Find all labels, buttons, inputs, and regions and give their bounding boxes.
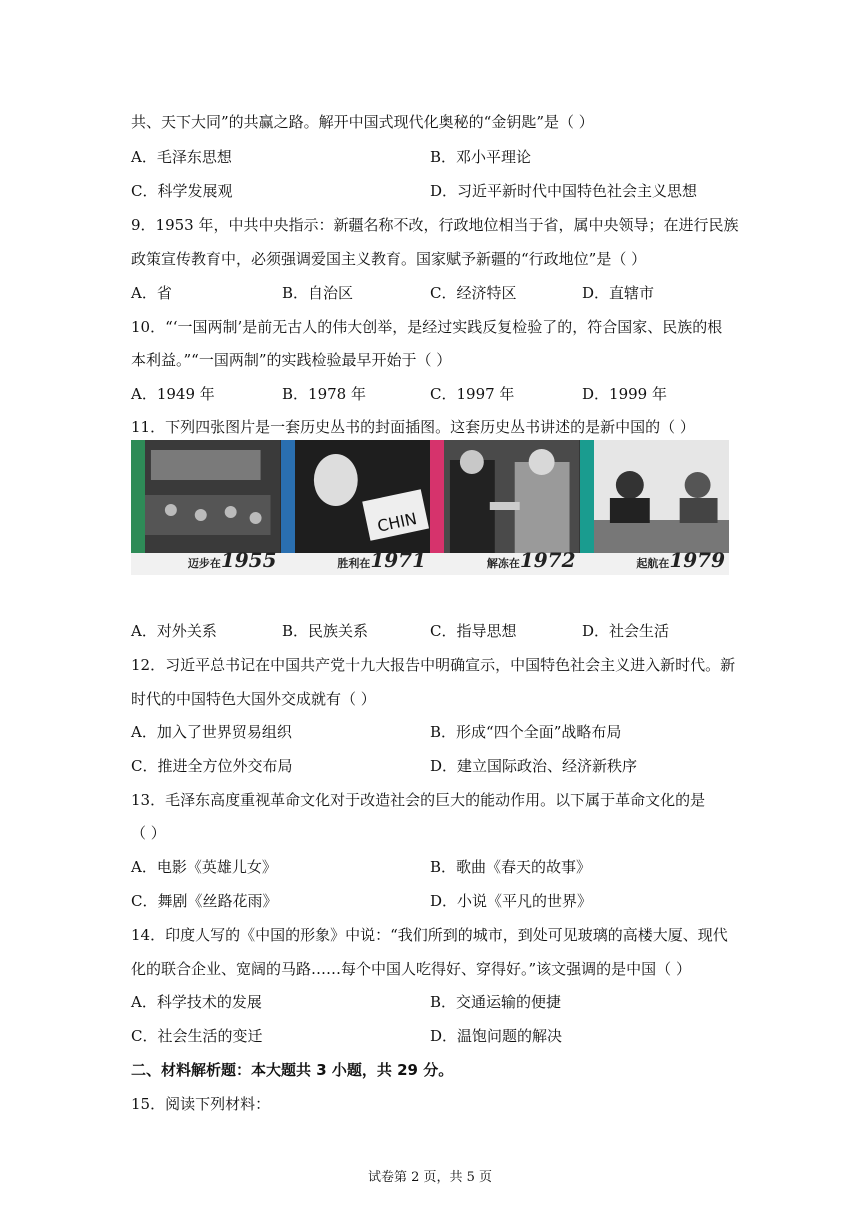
question-10-line1: 10．“‘一国两制’是前无古人的伟大创举，是经过实践反复检验了的，符合国家、民族的根: [131, 318, 723, 336]
option-13d: D．小说《平凡的世界》: [430, 892, 593, 910]
cover-year: 1972: [519, 548, 576, 572]
option-13c: C．舞剧《丝路花雨》: [131, 892, 278, 910]
color-bar: [281, 440, 295, 553]
book-cover-illustrations: [131, 440, 729, 575]
cover-panel-1972: [430, 440, 580, 575]
color-bar: [430, 440, 444, 553]
option-9b: B．自治区: [282, 284, 354, 302]
option-8c: C．科学发展观: [131, 182, 233, 200]
cover-year: 1955: [220, 548, 277, 572]
option-8a: A．毛泽东思想: [131, 148, 232, 166]
cover-panel-1971: [281, 440, 431, 575]
option-14d: D．温饱问题的解决: [430, 1027, 563, 1045]
option-12b: B．形成“四个全面”战略布局: [430, 723, 622, 741]
option-14b: B．交通运输的便捷: [430, 993, 562, 1011]
photo-conference-hall: [131, 440, 281, 553]
cover-caption: 胜利在: [337, 557, 371, 570]
option-11c: C．指导思想: [430, 622, 517, 640]
color-bar: [580, 440, 594, 553]
option-10d: D．1999 年: [582, 385, 667, 403]
option-9a: A．省: [131, 284, 172, 302]
question-14-line1: 14．印度人写的《中国的形象》中说：“我们所到的城市，到处可见玻璃的高楼大厦、现代: [131, 926, 728, 944]
cover-caption: 起航在: [636, 557, 670, 570]
question-13-line2: （ ）: [131, 824, 166, 842]
question-15-stem: 15．阅读下列材料：: [131, 1095, 271, 1113]
question-11-stem: 11．下列四张图片是一套历史丛书的封面插图。这套历史丛书讲述的是新中国的（ ）: [131, 418, 695, 436]
cover-year: 1979: [669, 548, 725, 572]
cover-panel-1955: [131, 440, 281, 575]
option-11a: A．对外关系: [131, 622, 217, 640]
question-8-stem-end: 共、天下大同”的共赢之路。解开中国式现代化奥秘的“金钥匙”是（ ）: [131, 113, 594, 131]
option-9d: D．直辖市: [582, 284, 655, 302]
option-10c: C．1997 年: [430, 385, 515, 403]
photo-handshake: [430, 440, 580, 553]
cover-caption: 解冻在: [486, 557, 520, 570]
question-9-line2: 政策宣传教育中，必须强调爱国主义教育。国家赋予新疆的“行政地位”是（ ）: [131, 250, 647, 268]
option-9c: C．经济特区: [430, 284, 517, 302]
question-12-line1: 12．习近平总书记在中国共产党十九大报告中明确宣示，中国特色社会主义进入新时代。新: [131, 656, 736, 674]
page-footer: 试卷第 2 页，共 5 页: [367, 1170, 493, 1185]
cover-panel-1979: [580, 440, 730, 575]
option-14c: C．社会生活的变迁: [131, 1027, 263, 1045]
question-9-line1: 9．1953 年，中共中央指示：新疆名称不改，行政地位相当于省，属中央领导；在进行民族: [131, 216, 739, 234]
question-13-line1: 13．毛泽东高度重视革命文化对于改造社会的巨大的能动作用。以下属于革命文化的是: [131, 791, 706, 809]
option-13a: A．电影《英雄儿女》: [131, 858, 277, 876]
cover-year: 1971: [370, 548, 426, 572]
option-11d: D．社会生活: [582, 622, 670, 640]
section-heading: 二、材料解析题：本大题共 3 小题，共 29 分。: [131, 1061, 454, 1079]
option-10a: A．1949 年: [131, 385, 215, 403]
question-14-line2: 化的联合企业、宽阔的马路……每个中国人吃得好、穿得好。”该文强调的是中国（ ）: [131, 960, 691, 978]
color-bar: [131, 440, 145, 553]
option-12c: C．推进全方位外交布局: [131, 757, 293, 775]
option-8d: D．习近平新时代中国特色社会主义思想: [430, 182, 698, 200]
svg-text:CHIN: CHIN: [375, 508, 419, 536]
cover-caption: 迈步在: [187, 557, 221, 570]
option-10b: B．1978 年: [282, 385, 366, 403]
option-8b: B．邓小平理论: [430, 148, 532, 166]
question-10-line2: 本利益。”“一国两制”的实践检验最早开始于（ ）: [131, 351, 452, 369]
option-13b: B．歌曲《春天的故事》: [430, 858, 592, 876]
option-11b: B．民族关系: [282, 622, 369, 640]
question-12-line2: 时代的中国特色大国外交成就有（ ）: [131, 690, 376, 708]
photo-signing: [580, 440, 730, 553]
photo-un-delegate: [281, 440, 431, 553]
option-12d: D．建立国际政治、经济新秩序: [430, 757, 638, 775]
option-12a: A．加入了世界贸易组织: [131, 723, 292, 741]
option-14a: A．科学技术的发展: [131, 993, 262, 1011]
